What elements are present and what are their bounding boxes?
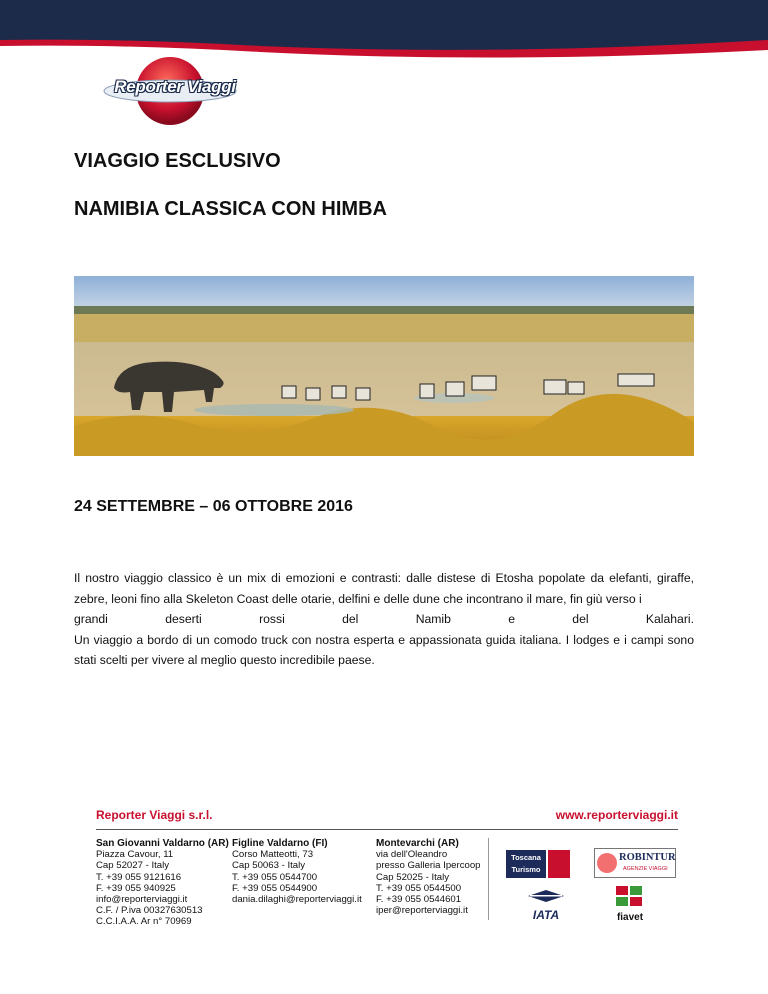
office-email[interactable]: iper@reporterviaggi.it [376, 905, 468, 917]
office-line: F. +39 055 0544601 [376, 894, 462, 906]
footer-divider [96, 829, 678, 830]
office-email[interactable]: info@reporterviaggi.it [96, 894, 188, 906]
office-figline [232, 838, 362, 905]
robintur-text: ROBINTUR [619, 852, 676, 863]
office-line: T. +39 055 9121616 [96, 871, 182, 883]
description-p1-last: grandi deserti rossi del Namib e del Kalahari. [74, 612, 694, 626]
office-line: F. +39 055 0544900 [232, 882, 318, 894]
office-montevarchi [376, 838, 481, 916]
fiavet-badge [608, 886, 652, 924]
footer-company: Reporter Viaggi s.r.l. [96, 808, 213, 822]
toscana-mark-icon [548, 850, 570, 878]
office-name: San Giovanni Valdarno (AR) [96, 838, 229, 849]
robintur-flower-icon [597, 853, 617, 873]
office-line: via dell'Oleandro [376, 849, 448, 861]
footer-website[interactable]: www.reporterviaggi.it [555, 808, 678, 822]
footer-vertical-divider [488, 838, 489, 920]
title-viaggio-esclusivo: VIAGGIO ESCLUSIVO [74, 150, 281, 172]
iata-wings-icon [526, 888, 566, 904]
description-text [74, 568, 694, 671]
office-san-giovanni [96, 838, 229, 928]
fiavet-text: fiavet [616, 912, 644, 923]
photo-waterhole [194, 404, 354, 416]
office-line: Cap 52027 - Italy [96, 860, 170, 872]
reporter-viaggi-logo [100, 55, 240, 135]
turismo-text: Turismo [511, 865, 541, 874]
office-line: T. +39 055 0544500 [376, 882, 462, 894]
office-line: C.C.I.A.A. Ar n° 70969 [96, 916, 192, 928]
robintur-sub-text: AGENZIE VIAGGI [623, 866, 668, 872]
office-name: Figline Valdarno (FI) [232, 838, 328, 849]
title-namibia: NAMIBIA CLASSICA CON HIMBA [74, 198, 387, 220]
office-line: T. +39 055 0544700 [232, 871, 318, 883]
photo-sky [74, 276, 694, 310]
iata-text: IATA [532, 908, 560, 922]
office-line: C.F. / P.iva 00327630513 [96, 905, 203, 917]
travel-dates: 24 SETTEMBRE – 06 OTTOBRE 2016 [74, 498, 353, 515]
office-name: Montevarchi (AR) [376, 838, 459, 849]
description-paragraph-2: Un viaggio a bordo di un comodo truck con nostra esperta e appassionata guida italiana. I lodges e i campi sono stati scelti per vivere al meglio questo incredibile paese. [74, 632, 694, 667]
description-paragraph-1 [74, 568, 694, 630]
iata-badge [516, 888, 576, 922]
office-email[interactable]: dania.dilaghi@reporterviaggi.it [232, 894, 362, 906]
toscana-turismo-badge [506, 850, 570, 878]
robintur-badge [594, 848, 676, 878]
fiavet-logo-icon [616, 886, 644, 908]
office-line: Cap 52025 - Italy [376, 871, 450, 883]
toscana-text: Toscana [511, 853, 541, 862]
office-line: Cap 50063 - Italy [232, 860, 306, 872]
description-p1-main: Il nostro viaggio classico è un mix di emozioni e contrasti: dalle distese di Etosha popolate da elefanti, giraffe, zebre, leoni fino alla Skeleton Coast delle otarie, delfini e delle dune che incontrano il mare, fin giù verso i [74, 571, 694, 606]
office-line: Corso Matteotti, 73 [232, 849, 314, 861]
office-line: Piazza Cavour, 11 [96, 849, 174, 861]
photo-far-grass [74, 314, 694, 344]
footer [96, 808, 682, 938]
photo-horizon [74, 306, 694, 314]
office-line: presso Galleria Ipercoop [376, 860, 481, 872]
office-line: F. +39 055 940925 [96, 882, 176, 894]
etosha-wildlife-photo [74, 276, 694, 456]
logo-text: Reporter Viaggi [114, 77, 236, 96]
